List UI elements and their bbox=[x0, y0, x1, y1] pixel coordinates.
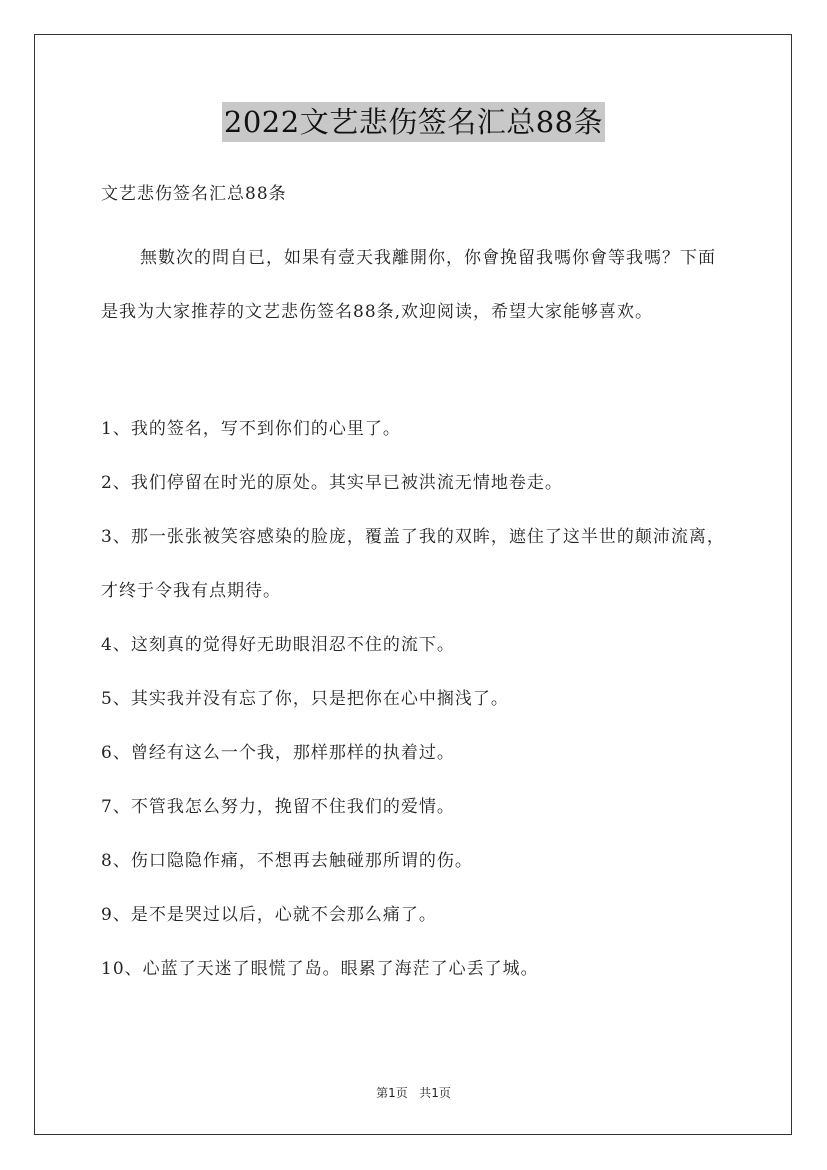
list-item: 4、这刻真的觉得好无助眼泪忍不住的流下。 bbox=[101, 635, 455, 655]
list-item: 1、我的签名，写不到你们的心里了。 bbox=[101, 419, 401, 439]
page-number: 第1页 bbox=[376, 1086, 408, 1100]
signature-list bbox=[101, 411, 731, 987]
page-total: 共1页 bbox=[419, 1086, 451, 1100]
document-title: 2022文艺悲伤签名汇总88条 bbox=[222, 102, 605, 142]
list-item: 8、伤口隐隐作痛，不想再去触碰那所谓的伤。 bbox=[101, 851, 473, 871]
document-body bbox=[101, 176, 731, 1005]
intro-paragraph: 無數次的問自已，如果有壹天我離開你，你會挽留我嗎你會等我嗎？下面是我为大家推荐的文艺悲伤签名88条,欢迎阅读，希望大家能够喜欢。 bbox=[101, 248, 716, 322]
list-item: 3、那一张张被笑容感染的脸庞，覆盖了我的双眸，遮住了这半世的颠沛流离，才终于令我有点期待。 bbox=[101, 527, 725, 601]
list-item: 5、其实我并没有忘了你，只是把你在心中搁浅了。 bbox=[101, 689, 509, 709]
list-item: 2、我们停留在时光的原处。其实早已被洪流无情地卷走。 bbox=[101, 473, 563, 493]
list-item: 7、不管我怎么努力，挽留不住我们的爱情。 bbox=[101, 797, 455, 817]
section-spacer bbox=[101, 339, 731, 411]
document-subtitle: 文艺悲伤签名汇总88条 bbox=[101, 184, 287, 204]
list-item: 9、是不是哭过以后，心就不会那么痛了。 bbox=[101, 905, 437, 925]
list-item: 6、曾经有这么一个我，那样那样的执着过。 bbox=[101, 743, 455, 763]
title-wrap bbox=[0, 102, 827, 142]
page-footer bbox=[0, 1084, 827, 1101]
list-item: 10、心蓝了天迷了眼慌了岛。眼累了海茫了心丢了城。 bbox=[101, 959, 539, 979]
